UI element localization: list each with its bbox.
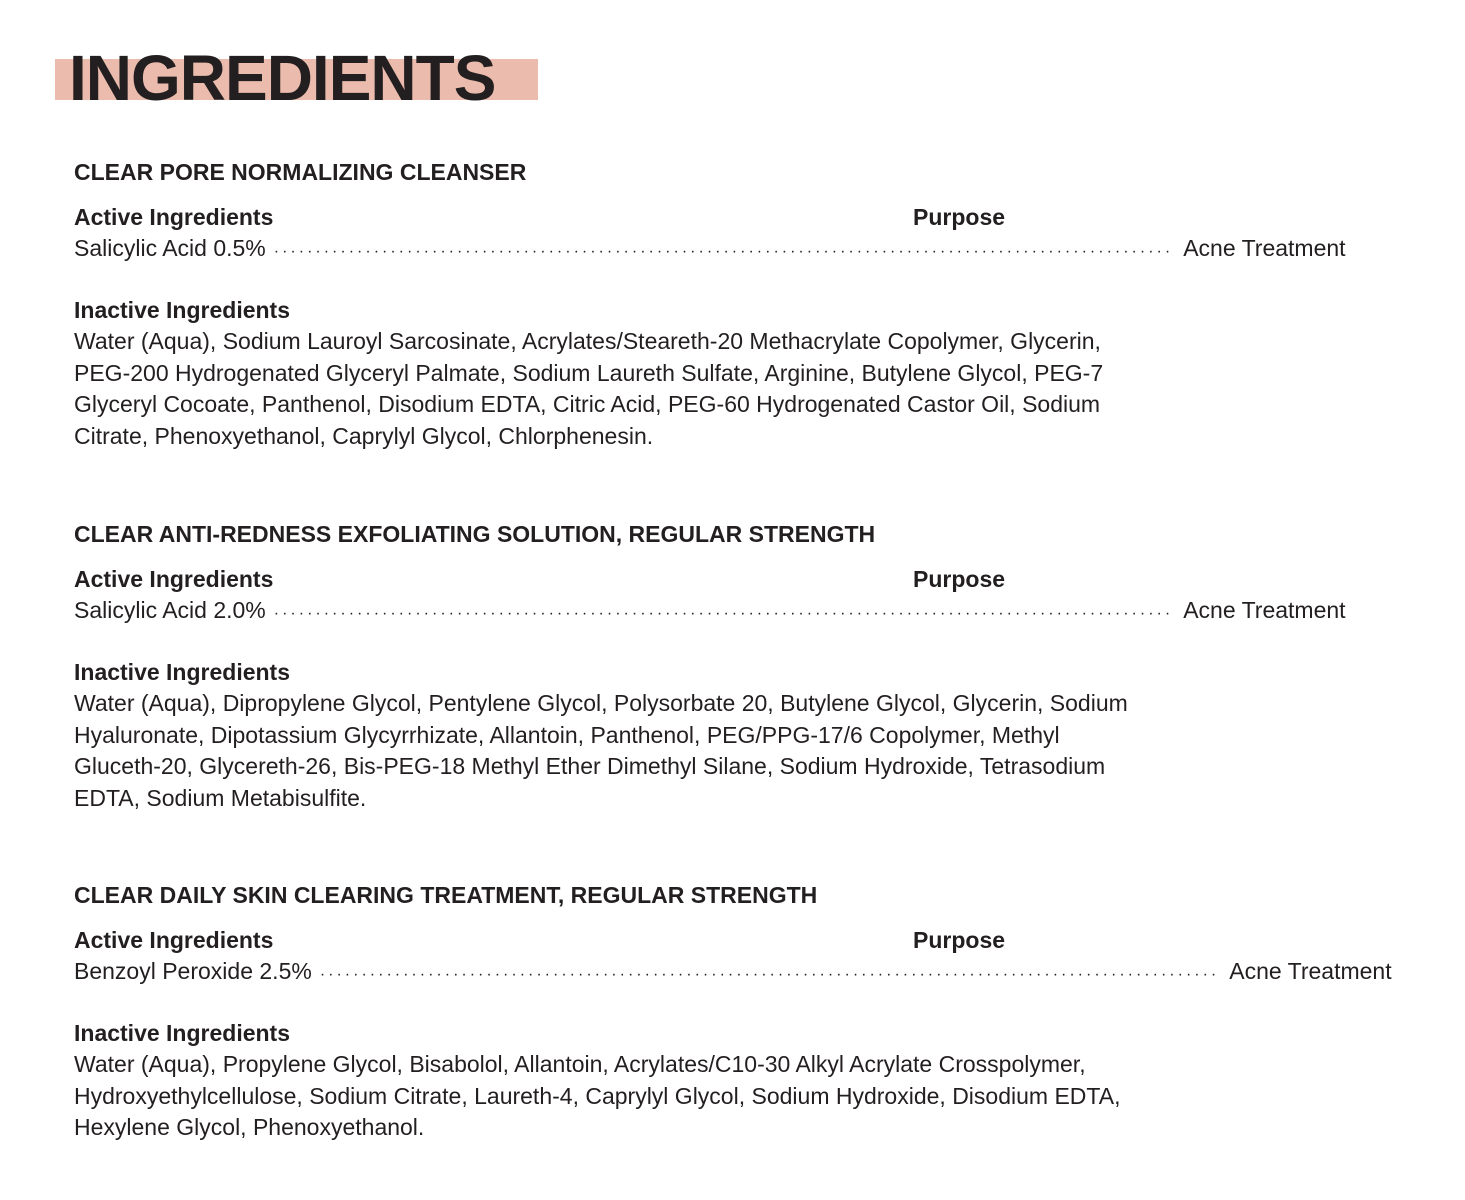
active-header-row [74, 564, 1149, 594]
inactive-ingredients-heading: Inactive Ingredients [74, 659, 291, 685]
active-ingredient-row [74, 594, 1346, 626]
product-name: CLEAR DAILY SKIN CLEARING TREATMENT, REGULAR STRENGTH [74, 882, 818, 908]
active-ingredient: Salicylic Acid 0.5% [74, 235, 266, 261]
active-ingredient: Benzoyl Peroxide 2.5% [74, 958, 312, 984]
purpose-heading: Purpose [913, 927, 1006, 953]
active-ingredient-row [74, 232, 1346, 264]
purpose-value: Acne Treatment [1183, 235, 1346, 261]
active-ingredients-heading: Active Ingredients [74, 566, 274, 592]
product-name: CLEAR PORE NORMALIZING CLEANSER [74, 159, 527, 185]
inactive-ingredients-heading: Inactive Ingredients [74, 297, 291, 323]
inactive-ingredients-list: Water (Aqua), Dipropylene Glycol, Pentylene Glycol, Polysorbate 20, Butylene Glycol, Glycerin, Sodium Hyaluronate, Dipotassium Glycyrrhizate, Allantoin, Panthenol, PEG/PPG-17/6 Copolymer, Methyl Gluceth-20, Glycereth-26, Bis-PEG-18 Methyl Ether Dimethyl Silane, Sodium Hydroxide, Tetrasodium EDTA, Sodium Metabisulfite. [74, 690, 1128, 812]
purpose-heading: Purpose [913, 204, 1006, 230]
dot-leader: ············································································································ [273, 605, 1174, 622]
purpose-value: Acne Treatment [1183, 597, 1346, 623]
page-title: INGREDIENTS [69, 42, 496, 114]
active-ingredient: Salicylic Acid 2.0% [74, 597, 266, 623]
active-ingredients-heading: Active Ingredients [74, 204, 274, 230]
dot-leader: ············································································································ [319, 966, 1220, 983]
dot-leader: ············································································································ [273, 243, 1174, 260]
inactive-ingredients-list: Water (Aqua), Propylene Glycol, Bisabolol, Allantoin, Acrylates/C10-30 Alkyl Acrylate Crosspolymer, Hydroxyethylcellulose, Sodium Citrate, Laureth-4, Caprylyl Glycol, Sodium Hydroxide, Disodium EDTA, Hexylene Glycol, Phenoxyethanol. [74, 1051, 1121, 1141]
active-header-row [74, 925, 1149, 955]
purpose-value: Acne Treatment [1229, 958, 1392, 984]
inactive-ingredients-heading: Inactive Ingredients [74, 1020, 291, 1046]
active-ingredients-heading: Active Ingredients [74, 927, 274, 953]
product-section-exfoliating-solution [74, 520, 1346, 815]
purpose-heading: Purpose [913, 566, 1006, 592]
product-name: CLEAR ANTI-REDNESS EXFOLIATING SOLUTION, REGULAR STRENGTH [74, 521, 876, 547]
product-section-cleanser [74, 158, 1346, 453]
page-header [55, 42, 496, 114]
product-section-clearing-treatment [74, 881, 1392, 1144]
inactive-ingredients-list: Water (Aqua), Sodium Lauroyl Sarcosinate, Acrylates/Steareth-20 Methacrylate Copolymer, Glycerin, PEG-200 Hydrogenated Glyceryl Palmate, Sodium Laureth Sulfate, Arginine, Butylene Glycol, PEG-7 Glyceryl Cocoate, Panthenol, Disodium EDTA, Citric Acid, PEG-60 Hydrogenated Castor Oil, Sodium Citrate, Phenoxyethanol, Caprylyl Glycol, Chlorphenesin. [74, 328, 1104, 450]
active-header-row [74, 202, 1149, 232]
active-ingredient-row [74, 955, 1392, 987]
